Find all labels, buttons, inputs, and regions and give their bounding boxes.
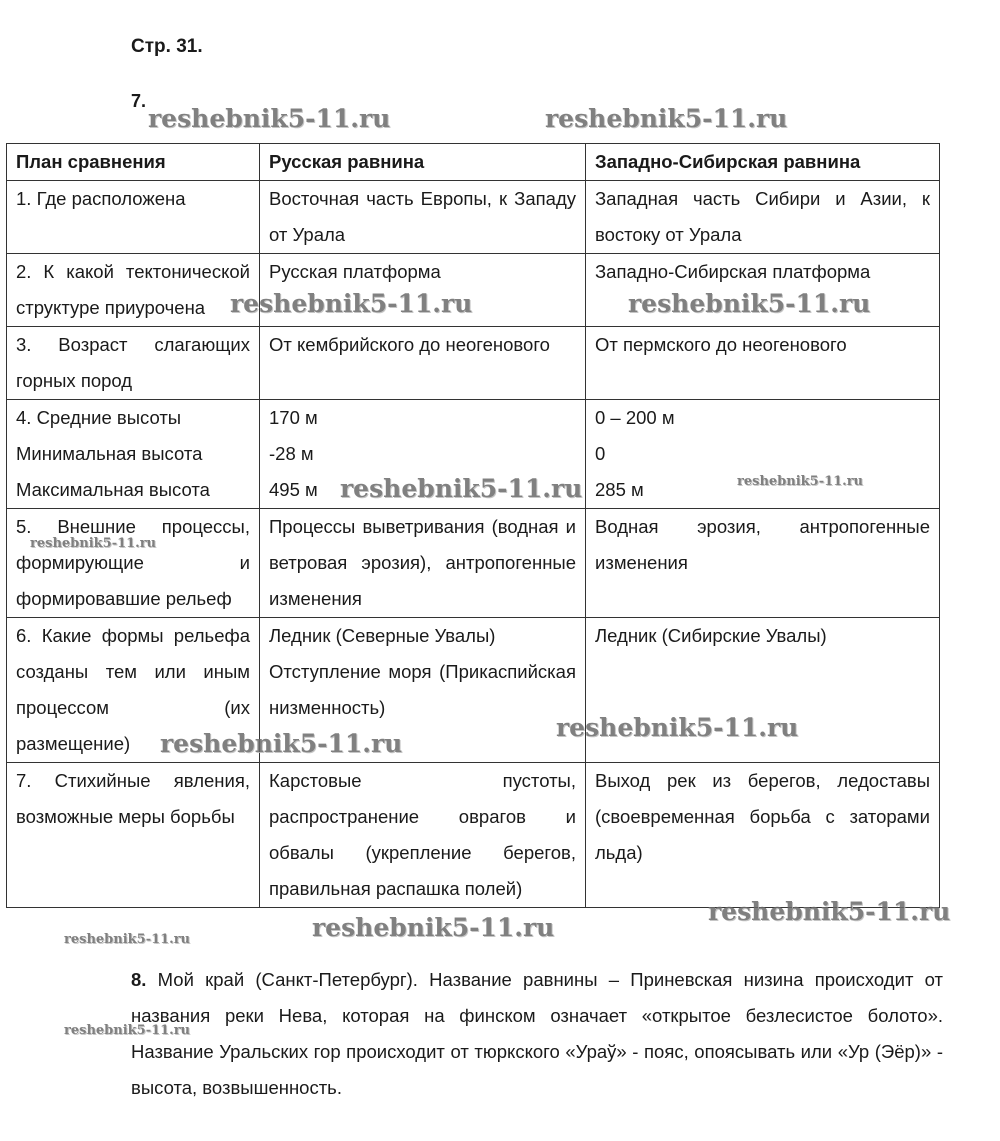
cell-text: 7. Стихийные явления, возможные меры борьбы xyxy=(16,770,250,827)
page-number: Стр. 31. xyxy=(131,36,203,57)
table-row xyxy=(7,763,940,908)
table-row xyxy=(7,327,940,400)
cell-text: Ледник (Сибирские Увалы) xyxy=(595,625,827,646)
cell-text: 5. Внешние процессы, формирующие и формировавшие рельеф xyxy=(16,516,250,609)
cell-text: 2. К какой тектонической структуре приурочена xyxy=(16,261,250,318)
cell-text: Отступление моря (Прикаспийская низменность) xyxy=(269,661,576,718)
table-cell xyxy=(260,181,586,254)
cell-text: Западно-Сибирская платформа xyxy=(595,261,871,282)
comparison-table xyxy=(6,143,940,908)
task-8-number: 8. xyxy=(131,969,147,990)
table-row xyxy=(7,509,940,618)
watermark: reshebnik5-11.ru xyxy=(30,536,157,551)
cell-text: Процессы выветривания (водная и ветровая эрозия), антропогенные изменения xyxy=(269,516,576,609)
cell-text: 285 м xyxy=(595,479,644,500)
table-row xyxy=(7,181,940,254)
cell-text: 4. Средние высоты xyxy=(16,407,182,428)
watermark: reshebnik5-11.ru xyxy=(340,474,583,503)
table-cell xyxy=(586,181,940,254)
task-8-paragraph xyxy=(131,962,943,1106)
table-cell xyxy=(586,327,940,400)
table-cell xyxy=(7,254,260,327)
table-row xyxy=(7,618,940,763)
header-russian-plain: Русская равнина xyxy=(260,144,586,181)
watermark: reshebnik5-11.ru xyxy=(312,913,555,942)
table-cell xyxy=(7,181,260,254)
cell-text: Максимальная высота xyxy=(16,479,210,500)
cell-text: Выход рек из берегов, ледоставы (своевременная борьба с заторами льда) xyxy=(595,770,930,863)
cell-text: 3. Возраст слагающих горных пород xyxy=(16,334,250,391)
table-cell xyxy=(586,400,940,509)
watermark: reshebnik5-11.ru xyxy=(545,104,788,133)
watermark: reshebnik5-11.ru xyxy=(628,289,871,318)
cell-text: 0 – 200 м xyxy=(595,407,675,428)
task-8-text: Мой край (Санкт-Петербург). Название равнины – Приневская низина происходит от названия реки Нева, которая на финском означает «открытое безлесистое болото». Название Уральских гор происходит от тюркского «Ураў» - пояс, опоясывать или «Ур (Эёр)» - высота, возвышенность. xyxy=(131,969,943,1098)
header-west-siberian-plain: Западно-Сибирская равнина xyxy=(586,144,940,181)
watermark: reshebnik5-11.ru xyxy=(64,932,191,947)
header-plan: План сравнения xyxy=(7,144,260,181)
watermark: reshebnik5-11.ru xyxy=(737,474,864,489)
cell-text: 0 xyxy=(595,443,606,464)
watermark: reshebnik5-11.ru xyxy=(160,729,403,758)
watermark: reshebnik5-11.ru xyxy=(64,1023,191,1038)
cell-text: 170 м xyxy=(269,407,318,428)
cell-text: Водная эрозия, антропогенные изменения xyxy=(595,516,930,573)
cell-text: От пермского до неогенового xyxy=(595,334,847,355)
cell-text: Западная часть Сибири и Азии, к востоку от Урала xyxy=(595,188,930,245)
cell-text: 495 м xyxy=(269,479,318,500)
watermark: reshebnik5-11.ru xyxy=(556,713,799,742)
watermark: reshebnik5-11.ru xyxy=(230,289,473,318)
cell-text: 6. Какие формы рельефа созданы тем или иным процессом (их размещение) xyxy=(16,625,250,754)
table-cell xyxy=(260,509,586,618)
watermark: reshebnik5-11.ru xyxy=(148,104,391,133)
cell-text: 1. Где расположена xyxy=(16,188,186,209)
cell-text: Ледник (Северные Увалы) xyxy=(269,625,496,646)
table-cell xyxy=(586,763,940,908)
table-cell xyxy=(260,327,586,400)
watermark: reshebnik5-11.ru xyxy=(708,897,951,926)
cell-text: Минимальная высота xyxy=(16,443,203,464)
table-cell xyxy=(7,509,260,618)
table-cell xyxy=(7,327,260,400)
cell-text: -28 м xyxy=(269,443,314,464)
table-cell xyxy=(586,509,940,618)
table-cell xyxy=(7,763,260,908)
task-7-number: 7. xyxy=(131,91,147,111)
table-cell xyxy=(7,400,260,509)
cell-text: От кембрийского до неогенового xyxy=(269,334,550,355)
cell-text: Русская платформа xyxy=(269,261,441,282)
table-header-row xyxy=(7,144,940,181)
cell-text: Восточная часть Европы, к Западу от Урала xyxy=(269,188,576,245)
cell-text: Карстовые пустоты, распространение оврагов и обвалы (укрепление берегов, правильная распашка полей) xyxy=(269,770,576,899)
table-cell xyxy=(260,763,586,908)
